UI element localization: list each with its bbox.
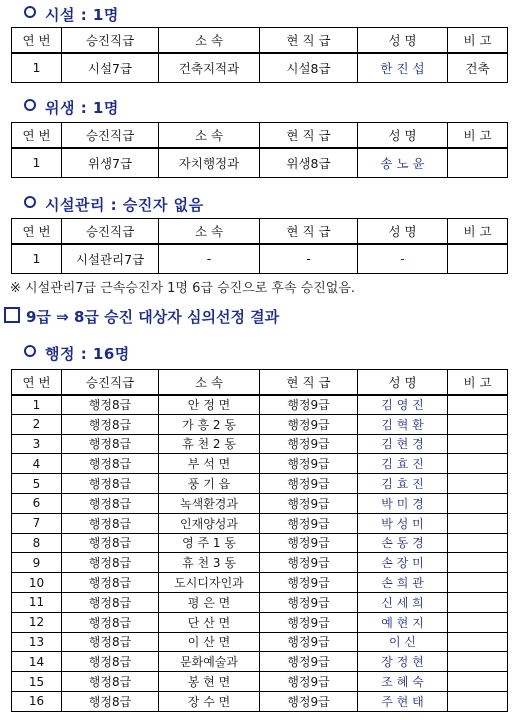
cell-dept: 단 산 면 bbox=[159, 612, 260, 632]
cell-current-grade: 행정9급 bbox=[260, 533, 358, 553]
cell-remarks bbox=[448, 474, 508, 494]
header-current-grade: 현 직 급 bbox=[260, 123, 358, 148]
cell-current-grade: 행정9급 bbox=[260, 414, 358, 434]
cell-no: 1 bbox=[12, 148, 62, 178]
table-row bbox=[12, 414, 508, 434]
cell-dept: 이 산 면 bbox=[159, 632, 260, 652]
header-promo-grade: 승진직급 bbox=[62, 28, 159, 53]
header-promo-grade: 승진직급 bbox=[62, 370, 159, 395]
cell-dept: 가 흥 2 동 bbox=[159, 414, 260, 434]
cell-current-grade: 시설8급 bbox=[260, 53, 358, 83]
cell-no: 1 bbox=[12, 53, 62, 83]
cell-dept: - bbox=[159, 244, 260, 274]
table-row bbox=[12, 672, 508, 692]
cell-current-grade: 행정9급 bbox=[260, 632, 358, 652]
section-title-hygiene: 위생 : 1명 bbox=[24, 97, 119, 118]
cell-dept: 녹색환경과 bbox=[159, 493, 260, 513]
cell-name: 이 신 bbox=[358, 632, 448, 652]
cell-remarks bbox=[448, 434, 508, 454]
cell-name: 송 노 윤 bbox=[358, 148, 448, 178]
cell-current-grade: 행정9급 bbox=[260, 612, 358, 632]
cell-dept: 영 주 1 동 bbox=[159, 533, 260, 553]
header-no: 연 번 bbox=[12, 28, 62, 53]
cell-no: 7 bbox=[12, 513, 62, 533]
table-row bbox=[12, 148, 508, 178]
cell-promo-grade: 시설7급 bbox=[62, 53, 159, 83]
cell-no: 8 bbox=[12, 533, 62, 553]
table-row bbox=[12, 434, 508, 454]
cell-remarks bbox=[448, 632, 508, 652]
cell-current-grade: 행정9급 bbox=[260, 592, 358, 612]
header-current-grade: 현 직 급 bbox=[260, 219, 358, 244]
cell-promo-grade: 행정8급 bbox=[62, 652, 159, 672]
cell-promo-grade: 행정8급 bbox=[62, 672, 159, 692]
header-no: 연 번 bbox=[12, 219, 62, 244]
main-heading: 9급 ⇒ 8급 승진 대상자 심의선정 결과 bbox=[4, 306, 279, 327]
cell-current-grade: 행정9급 bbox=[260, 513, 358, 533]
cell-no: 10 bbox=[12, 573, 62, 593]
cell-dept: 휴 천 3 동 bbox=[159, 553, 260, 573]
table-header-row bbox=[12, 123, 508, 148]
header-remarks: 비 고 bbox=[448, 28, 508, 53]
cell-name: 신 세 희 bbox=[358, 592, 448, 612]
cell-current-grade: 행정9급 bbox=[260, 395, 358, 415]
header-remarks: 비 고 bbox=[448, 370, 508, 395]
cell-promo-grade: 행정8급 bbox=[62, 632, 159, 652]
cell-remarks bbox=[448, 513, 508, 533]
cell-current-grade: 행정9급 bbox=[260, 573, 358, 593]
circle-bullet-icon bbox=[24, 345, 36, 357]
cell-name: 한 진 섭 bbox=[358, 53, 448, 83]
cell-remarks bbox=[448, 493, 508, 513]
cell-remarks bbox=[448, 592, 508, 612]
header-dept: 소 속 bbox=[159, 28, 260, 53]
cell-name: 손 장 미 bbox=[358, 553, 448, 573]
cell-name: 손 희 관 bbox=[358, 573, 448, 593]
cell-name: 김 효 진 bbox=[358, 474, 448, 494]
cell-dept: 평 은 면 bbox=[159, 592, 260, 612]
header-name: 성 명 bbox=[358, 219, 448, 244]
cell-no: 9 bbox=[12, 553, 62, 573]
cell-remarks bbox=[448, 244, 508, 274]
cell-promo-grade: 행정8급 bbox=[62, 573, 159, 593]
cell-current-grade: 행정9급 bbox=[260, 454, 358, 474]
cell-current-grade: 행정9급 bbox=[260, 652, 358, 672]
footnote: ※ 시설관리7급 근속승진자 1명 6급 승진으로 후속 승진없음. bbox=[10, 281, 356, 296]
cell-remarks bbox=[448, 652, 508, 672]
cell-name: 김 현 경 bbox=[358, 434, 448, 454]
cell-current-grade: 행정9급 bbox=[260, 474, 358, 494]
facility-table bbox=[11, 27, 508, 83]
cell-remarks bbox=[448, 553, 508, 573]
cell-promo-grade: 행정8급 bbox=[62, 612, 159, 632]
cell-no: 1 bbox=[12, 395, 62, 415]
cell-promo-grade: 위생7급 bbox=[62, 148, 159, 178]
cell-name: 김 혁 환 bbox=[358, 414, 448, 434]
hygiene-table bbox=[11, 122, 508, 178]
header-name: 성 명 bbox=[358, 28, 448, 53]
cell-current-grade: 행정9급 bbox=[260, 672, 358, 692]
cell-promo-grade: 행정8급 bbox=[62, 513, 159, 533]
cell-current-grade: - bbox=[260, 244, 358, 274]
cell-name: 김 영 진 bbox=[358, 395, 448, 415]
cell-promo-grade: 행정8급 bbox=[62, 553, 159, 573]
cell-no: 14 bbox=[12, 652, 62, 672]
cell-no: 5 bbox=[12, 474, 62, 494]
cell-no: 3 bbox=[12, 434, 62, 454]
header-promo-grade: 승진직급 bbox=[62, 219, 159, 244]
header-remarks: 비 고 bbox=[448, 123, 508, 148]
cell-promo-grade: 행정8급 bbox=[62, 592, 159, 612]
cell-dept: 장 수 면 bbox=[159, 691, 260, 711]
cell-current-grade: 행정9급 bbox=[260, 691, 358, 711]
cell-dept: 인재양성과 bbox=[159, 513, 260, 533]
cell-dept: 도시디자인과 bbox=[159, 573, 260, 593]
cell-remarks bbox=[448, 454, 508, 474]
cell-name: 장 정 현 bbox=[358, 652, 448, 672]
table-row bbox=[12, 474, 508, 494]
cell-remarks bbox=[448, 691, 508, 711]
cell-current-grade: 위생8급 bbox=[260, 148, 358, 178]
cell-name: 조 혜 숙 bbox=[358, 672, 448, 692]
table-row bbox=[12, 553, 508, 573]
header-dept: 소 속 bbox=[159, 370, 260, 395]
cell-name: - bbox=[358, 244, 448, 274]
table-row bbox=[12, 691, 508, 711]
circle-bullet-icon bbox=[24, 6, 36, 18]
cell-no: 15 bbox=[12, 672, 62, 692]
table-row bbox=[12, 454, 508, 474]
section-title-admin: 행정 : 16명 bbox=[24, 343, 130, 364]
header-no: 연 번 bbox=[12, 370, 62, 395]
cell-remarks bbox=[448, 533, 508, 553]
cell-no: 11 bbox=[12, 592, 62, 612]
checkbox-square-icon bbox=[4, 307, 20, 323]
header-no: 연 번 bbox=[12, 123, 62, 148]
header-current-grade: 현 직 급 bbox=[260, 370, 358, 395]
header-name: 성 명 bbox=[358, 123, 448, 148]
table-row bbox=[12, 244, 508, 274]
cell-promo-grade: 행정8급 bbox=[62, 474, 159, 494]
table-row bbox=[12, 612, 508, 632]
cell-current-grade: 행정9급 bbox=[260, 434, 358, 454]
cell-name: 예 현 지 bbox=[358, 612, 448, 632]
cell-no: 13 bbox=[12, 632, 62, 652]
header-dept: 소 속 bbox=[159, 123, 260, 148]
table-row bbox=[12, 395, 508, 415]
table-row bbox=[12, 573, 508, 593]
header-remarks: 비 고 bbox=[448, 219, 508, 244]
cell-promo-grade: 행정8급 bbox=[62, 414, 159, 434]
cell-promo-grade: 행정8급 bbox=[62, 493, 159, 513]
cell-name: 박 미 경 bbox=[358, 493, 448, 513]
admin-table bbox=[11, 369, 508, 712]
cell-promo-grade: 시설관리7급 bbox=[62, 244, 159, 274]
cell-no: 12 bbox=[12, 612, 62, 632]
cell-promo-grade: 행정8급 bbox=[62, 691, 159, 711]
section-title-facility: 시설 : 1명 bbox=[24, 4, 119, 25]
cell-no: 6 bbox=[12, 493, 62, 513]
cell-dept: 봉 현 면 bbox=[159, 672, 260, 692]
table-row bbox=[12, 513, 508, 533]
facility-mgmt-table bbox=[11, 218, 508, 274]
cell-dept: 안 정 면 bbox=[159, 395, 260, 415]
cell-current-grade: 행정9급 bbox=[260, 553, 358, 573]
cell-no: 16 bbox=[12, 691, 62, 711]
circle-bullet-icon bbox=[24, 196, 36, 208]
cell-promo-grade: 행정8급 bbox=[62, 454, 159, 474]
cell-promo-grade: 행정8급 bbox=[62, 533, 159, 553]
cell-current-grade: 행정9급 bbox=[260, 493, 358, 513]
cell-no: 2 bbox=[12, 414, 62, 434]
table-row bbox=[12, 493, 508, 513]
cell-name: 박 성 미 bbox=[358, 513, 448, 533]
table-row bbox=[12, 632, 508, 652]
cell-remarks bbox=[448, 414, 508, 434]
table-header-row bbox=[12, 28, 508, 53]
header-current-grade: 현 직 급 bbox=[260, 28, 358, 53]
table-header-row bbox=[12, 219, 508, 244]
cell-remarks bbox=[448, 612, 508, 632]
cell-remarks bbox=[448, 573, 508, 593]
header-name: 성 명 bbox=[358, 370, 448, 395]
cell-dept: 건축지적과 bbox=[159, 53, 260, 83]
cell-dept: 자치행정과 bbox=[159, 148, 260, 178]
circle-bullet-icon bbox=[24, 99, 36, 111]
header-dept: 소 속 bbox=[159, 219, 260, 244]
table-row bbox=[12, 533, 508, 553]
cell-name: 김 효 진 bbox=[358, 454, 448, 474]
cell-remarks bbox=[448, 395, 508, 415]
header-promo-grade: 승진직급 bbox=[62, 123, 159, 148]
cell-name: 손 동 경 bbox=[358, 533, 448, 553]
cell-promo-grade: 행정8급 bbox=[62, 434, 159, 454]
table-header-row bbox=[12, 370, 508, 395]
table-row bbox=[12, 53, 508, 83]
table-row bbox=[12, 652, 508, 672]
cell-remarks: 건축 bbox=[448, 53, 508, 83]
cell-dept: 부 석 면 bbox=[159, 454, 260, 474]
cell-promo-grade: 행정8급 bbox=[62, 395, 159, 415]
cell-dept: 풍 기 읍 bbox=[159, 474, 260, 494]
table-row bbox=[12, 592, 508, 612]
cell-no: 4 bbox=[12, 454, 62, 474]
cell-remarks bbox=[448, 148, 508, 178]
section-title-facility-mgmt: 시설관리 : 승진자 없음 bbox=[24, 194, 204, 215]
cell-dept: 휴 천 2 동 bbox=[159, 434, 260, 454]
cell-name: 주 현 태 bbox=[358, 691, 448, 711]
cell-dept: 문화예술과 bbox=[159, 652, 260, 672]
cell-no: 1 bbox=[12, 244, 62, 274]
cell-remarks bbox=[448, 672, 508, 692]
